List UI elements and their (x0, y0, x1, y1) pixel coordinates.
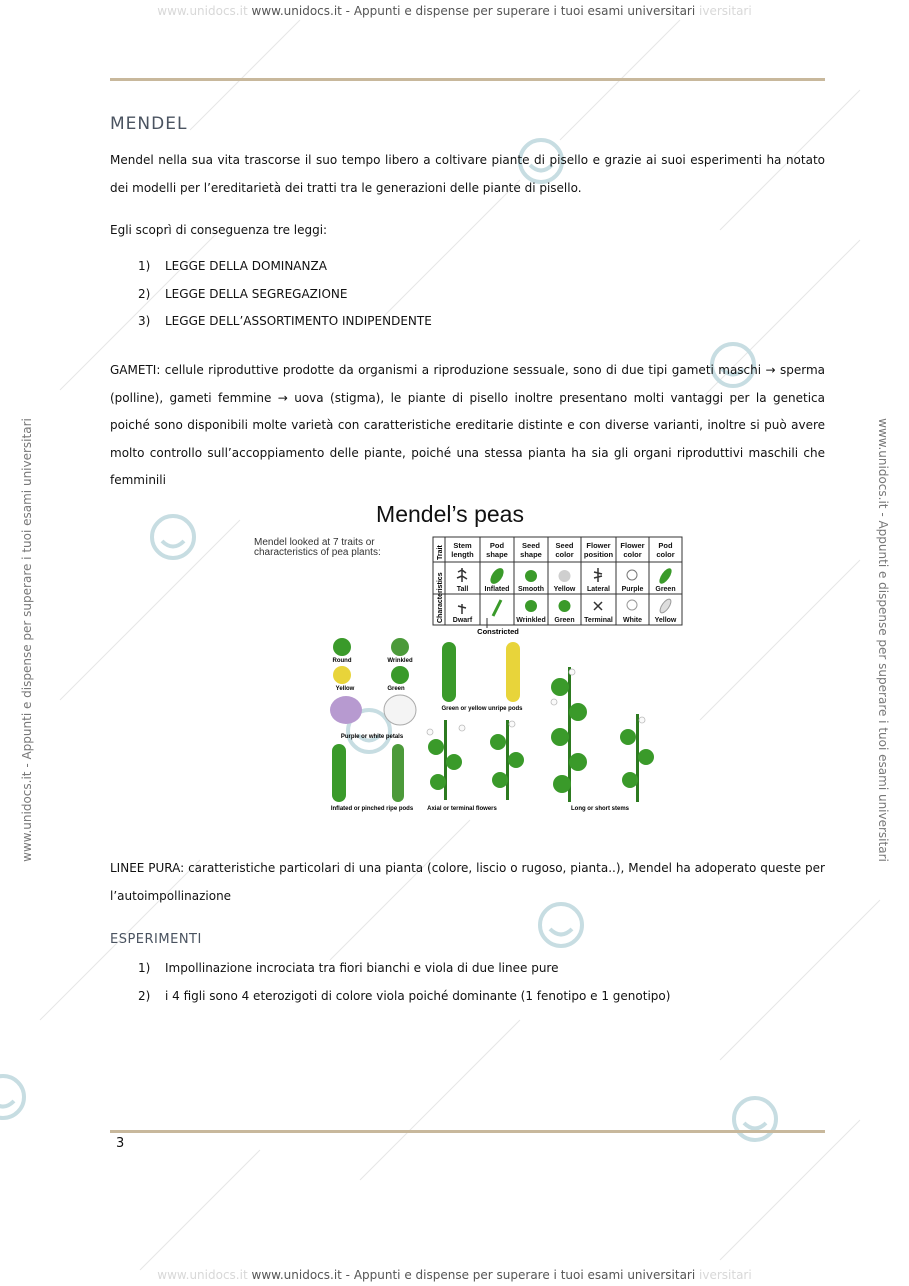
petal-illustrations (330, 695, 416, 725)
trait-header: Stem (453, 541, 472, 550)
trait-header: Pod (658, 541, 673, 550)
watermark-side-left: www.unidocs.it - Appunti e dispense per superare i tuoi esami universitari (20, 418, 34, 862)
esperimenti-list (138, 961, 670, 1016)
seed-label: Wrinkled (387, 658, 413, 664)
trait-option: Green (554, 617, 575, 624)
trait-header: position (583, 550, 614, 559)
trait-header: Seed (555, 541, 574, 550)
constricted-label: Constricted (477, 627, 519, 636)
watermark-bottom-text: www.unidocs.it - Appunti e dispense per superare i tuoi esami universitari (251, 1268, 696, 1282)
figure-intro-line2: characteristics of pea plants: (254, 547, 381, 558)
trait-header: Pod (489, 541, 505, 550)
stems-label: Long or short stems (570, 806, 630, 812)
list-item: 2) LEGGE DELLA SEGREGAZIONE (138, 286, 348, 301)
watermark-logo-icon (152, 516, 194, 558)
trait-header: Seed (522, 541, 540, 550)
trait-option: Lateral (587, 586, 610, 593)
seed-label: Yellow (335, 686, 355, 692)
laws-intro: Egli scoprì di conseguenza tre leggi: (110, 223, 328, 237)
trait-option: White (622, 617, 643, 624)
trait-header: Flower (586, 541, 611, 550)
watermark-ghost-right: iversitari (699, 4, 752, 18)
list-item: 3) LEGGE DELL’ASSORTIMENTO INDIPENDENTE (138, 314, 432, 328)
plant-illustrations (428, 667, 654, 802)
petals-label: Purple or white petals (340, 734, 404, 740)
trait-option: Green (655, 586, 676, 593)
figure-intro-line1: Mendel looked at 7 traits or (254, 537, 375, 548)
list-item: 2) i 4 figli sono 4 eterozigoti di colore viola poiché dominante (1 fenotipo e 1 genotipo) (138, 988, 671, 1003)
trait-option: Tall (456, 586, 469, 593)
trait-header: shape (486, 550, 508, 559)
intro-paragraph: Mendel nella sua vita trascorse il suo tempo libero a coltivare piante di pisello e grazie ai suoi esperimenti ha notato dei modelli per l’ereditarietà dei tratti tra le generazioni delle piante di pisello. (110, 153, 825, 195)
watermark-ghost-right-bottom: iversitari (699, 1268, 752, 1282)
watermark-logo-icon (0, 1076, 24, 1118)
ripe-pod-illustrations (332, 744, 404, 802)
trait-option: Inflated (484, 586, 510, 593)
flowers-label: Axial or terminal flowers (427, 806, 497, 812)
watermark-logo-icon (734, 1098, 776, 1140)
row-header-trait: Trait (437, 545, 444, 560)
watermark-top-text: www.unidocs.it - Appunti e dispense per superare i tuoi esami universitari (251, 4, 696, 18)
list-item: 1) Impollinazione incrociata tra fiori bianchi e viola di due linee pure (138, 961, 559, 975)
trait-option: Purple (621, 586, 644, 593)
header-rule (110, 78, 825, 81)
trait-header: color (555, 550, 574, 559)
trait-option: Smooth (517, 586, 545, 593)
section-heading-esperimenti: ESPERIMENTI (110, 932, 202, 947)
ripe-label: Inflated or pinched ripe pods (330, 806, 414, 812)
trait-option: Terminal (584, 617, 613, 624)
watermark-ghost-left-bottom: www.unidocs.it (157, 1268, 248, 1282)
unripe-pod-illustrations (442, 642, 520, 702)
trait-option: Wrinkled (516, 617, 546, 624)
seed-label: Round (332, 658, 352, 664)
row-header-characteristics: Characteristics (437, 572, 444, 623)
seed-label: Green (387, 686, 405, 692)
figure-title: Mendel’s peas (376, 501, 524, 527)
trait-header: shape (520, 550, 542, 559)
section-heading-mendel: MENDEL (110, 114, 188, 134)
list-item: 1) LEGGE DELLA DOMINANZA (138, 259, 327, 273)
laws-list (138, 259, 432, 342)
unripe-label: Green or yellow unripe pods (441, 706, 523, 712)
footer-rule (110, 1130, 825, 1133)
watermark-ghost-left: www.unidocs.it (157, 4, 248, 18)
watermark-logo-icon (540, 904, 582, 946)
trait-header: color (656, 550, 675, 559)
trait-option: Yellow (654, 617, 677, 624)
page-number: 3 (116, 1136, 125, 1151)
trait-option: Yellow (553, 586, 576, 593)
trait-header: length (451, 550, 474, 559)
trait-header: Flower (620, 541, 645, 550)
mendel-peas-figure (250, 492, 690, 822)
linee-pure-paragraph: LINEE PURA: caratteristiche particolari di una pianta (colore, liscio o rugoso, pianta..), Mendel ha adoperato queste per l’autoimpollinazione (110, 861, 825, 903)
gameti-paragraph: GAMETI: cellule riproduttive prodotte da organismi a riproduzione sessuale, sono di due tipi gameti maschi → sperma (polline), gameti femmine → uova (stigma), le piante di pisello inoltre presentano molti vantaggi per la genetica poiché sono disponibili molte varietà con caratteristiche ereditarie distinte e con diverse varianti, inoltre si può avere molto controllo sull’accoppiamento delle piante, poiché una stessa pianta ha sia gli organi riproduttivi maschili che femminili (110, 363, 825, 487)
trait-option: Dwarf (452, 617, 473, 624)
watermark-side-right: www.unidocs.it - Appunti e dispense per superare i tuoi esami universitari (876, 418, 890, 862)
trait-header: color (623, 550, 642, 559)
